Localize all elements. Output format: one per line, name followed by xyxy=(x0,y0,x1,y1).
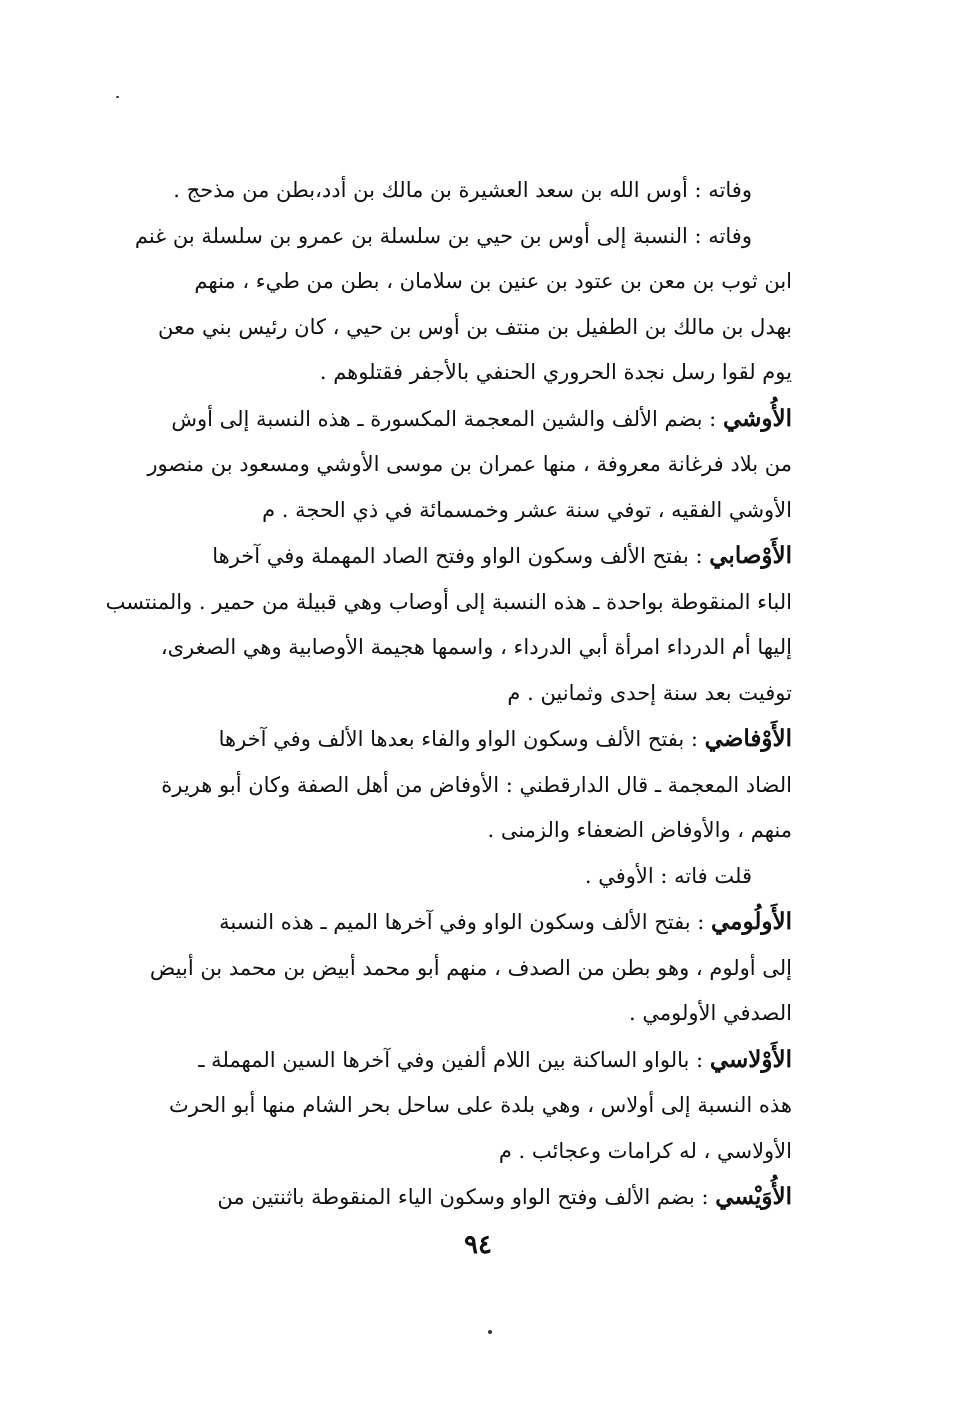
entry-line xyxy=(100,1174,792,1221)
entry-line xyxy=(100,1037,792,1084)
text-line: من بلاد فرغانة معروفة ، منها عمران بن موسى الأوشي ومسعود بن منصور xyxy=(147,452,792,476)
text-line: قلت فاته : الأوفي . xyxy=(584,863,752,888)
entry-line xyxy=(100,899,792,946)
entry-text: : بفتح الألف وسكون الواو وفتح الصاد المهملة وفي آخرها xyxy=(212,544,710,568)
text-line: إليها أم الدرداء امرأة أبي الدرداء ، واسمها هجيمة الأوصابية وهي الصغرى، xyxy=(160,635,792,659)
text-line: الأولاسي ، له كرامات وعجائب . م xyxy=(498,1138,792,1163)
text-line: توفيت بعد سنة إحدى وثمانين . م xyxy=(507,680,792,705)
text-line: بهدل بن مالك بن الطفيل بن منتف بن أوس بن حيي ، كان رئيس بني معن xyxy=(158,314,792,339)
text-line: الباء المنقوطة بواحدة ـ هذه النسبة إلى أوصاب وهي قبيلة من حمير . والمنتسب xyxy=(105,589,792,614)
entry-text: : بضم الألف والشين المعجمة المكسورة ـ هذه النسبة إلى أوش xyxy=(171,406,723,431)
entry-text: : بفتح الألف وسكون الواو والفاء بعدها الألف وفي آخرها xyxy=(218,727,705,751)
scan-speck xyxy=(116,96,119,98)
text-line: يوم لقوا رسل نجدة الحروري الحنفي بالأجفر فقتلوهم . xyxy=(319,360,792,384)
entry-line xyxy=(100,396,792,443)
entry-line xyxy=(100,533,792,580)
text-line: وفاته : أوس الله بن سعد العشيرة بن مالك بن أدد،بطن من مذحج . xyxy=(173,178,752,202)
entry-heading: الأَوْلاسي xyxy=(709,1045,792,1073)
entry-heading: الأُوشي xyxy=(722,404,792,432)
text-line: الأوشي الفقيه ، توفي سنة عشر وخمسمائة في ذي الحجة . م xyxy=(262,497,792,522)
entry-heading: الأَولُومي xyxy=(711,908,792,935)
text-line: منهم ، والأوفاض الضعفاء والزمنى . xyxy=(487,818,792,842)
entry-heading: الأَوْصابي xyxy=(709,542,792,569)
entry-line xyxy=(100,716,792,763)
text-line: ابن ثوب بن معن بن عتود بن عنين بن سلامان ، بطن من طيء ، منهم xyxy=(194,269,792,293)
entry-text: : بالواو الساكنة بين اللام ألفين وفي آخرها السين المهملة ـ xyxy=(198,1047,710,1072)
text-line: إلى أولوم ، وهو بطن من الصدف ، منهم أبو محمد أبيض بن محمد بن أبيض xyxy=(149,955,792,980)
page-number: ٩٤ xyxy=(464,1230,492,1260)
text-line: وفاته : النسبة إلى أوس بن حيي بن سلسلة بن عمرو بن سلسلة بن غنم xyxy=(134,223,752,248)
text-line: الصدفي الأولومي . xyxy=(629,1001,792,1025)
entry-heading: الأَوْفاضي xyxy=(704,725,792,752)
scan-speck xyxy=(488,1330,492,1334)
text-line: الضاد المعجمة ـ قال الدارقطني : الأوفاض من أهل الصفة وكان أبو هريرة xyxy=(161,772,792,797)
entry-text: : بفتح الألف وسكون الواو وفي آخرها الميم ـ هذه النسبة xyxy=(219,910,711,934)
entry-text: : بضم الألف وفتح الواو وسكون الياء المنقوطة باثنتين من xyxy=(217,1185,716,1209)
entry-heading: الأُوَيْسي xyxy=(715,1183,792,1210)
body-text xyxy=(100,168,792,1221)
text-line: هذه النسبة إلى أولاس ، وهي بلدة على ساحل بحر الشام منها أبو الحرث xyxy=(169,1093,792,1117)
